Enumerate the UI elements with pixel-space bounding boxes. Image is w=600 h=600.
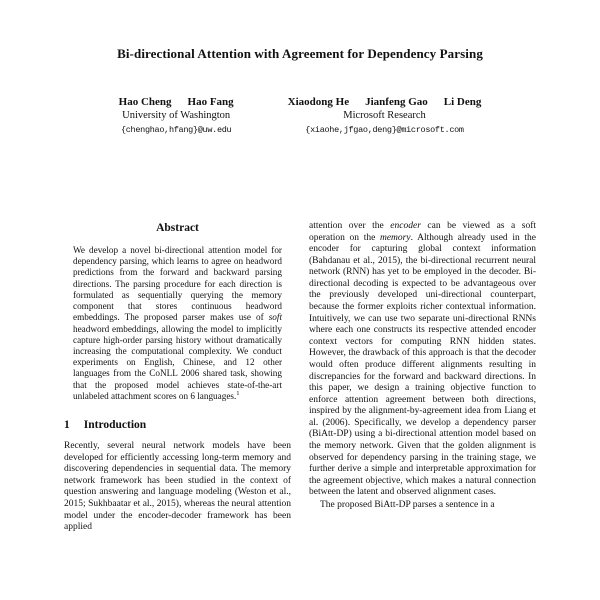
affiliation: Microsoft Research — [343, 110, 426, 121]
right-column — [309, 221, 536, 534]
introduction-paragraph: Recently, several neural network models have been developed for efficiently accessing long-term memory and discovering dependencies in sequential data. The memory network framework has been studied in the context of question answering and language modeling (Weston et al., 2015; Sukhbaatar et al., 2015), whereas the neural attention model under the encoder-decoder framework has been applied — [64, 441, 291, 533]
right-column-paragraph-2: The proposed BiAtt-DP parses a sentence in a — [320, 499, 495, 510]
body-italic-term: memory — [379, 232, 411, 243]
author-name: Jianfeng Gao — [365, 96, 428, 108]
author-group-uw — [119, 96, 234, 135]
abstract-heading: Abstract — [156, 222, 199, 234]
section-number: 1 — [64, 419, 70, 432]
abstract-segment: We develop a novel bi-directional attention model for dependency parsing, which learns to agree on headword predictions from the forward and backward parsing directions. The parsing procedure for each direction is formulated as sequentially querying the memory component that stores continuous headword embeddings. The proposed parser makes use of — [73, 245, 282, 323]
abstract-segment: headword embeddings, allowing the model to implicitly capture high-order parsing history without dramatically increasing the computational complexity. We conduct experiments on English, Chinese, and 12 other languages from the CoNLL 2006 shared task, showing that the proposed model achieves state-of-the-art unlabeled attachment scores on 6 languages. — [73, 323, 282, 401]
author-block — [0, 96, 600, 135]
author-names-uw — [119, 96, 234, 108]
body-segment: attention over the — [309, 221, 391, 231]
abstract-italic-term: soft — [268, 312, 282, 323]
author-names-msr — [288, 96, 482, 108]
author-group-msr — [288, 96, 482, 135]
abstract-text — [64, 245, 291, 402]
affiliation: University of Washington — [122, 110, 231, 121]
body-segment: can be viewed as a soft operation on the — [309, 221, 536, 243]
footnote-marker: 1 — [236, 389, 240, 397]
paper-title: Bi-directional Attention with Agreement for Dependency Parsing — [117, 46, 483, 61]
author-name: Li Deng — [443, 96, 482, 108]
body-segment: . Although already used in the encoder for capturing global context information (Bahdanau et al., 2015), the bi-directional recurrent neural network (RNN) has yet to be employed in the decoder. Bi-directional decoding is expected to be advantageous over the previously developed uni-directional counterpart, because the former exploits richer contextual information. Intuitively, we can use two separate uni-directional RNNs where each one constructs its respective attended encoder context vectors for computing RNN hidden states. However, the drawback of this approach is that the decoder would often produce different alignments resulting in discrepancies for the forward and backward directions. In this paper, we design a training objective function to enforce attention agreement between both directions, inspired by the alignment-by-agreement idea from Liang et al. (2006). Specifically, we develop a dependency parser (BiAtt-DP) using a bi-directional attention model based on the memory network. Given that the golden alignment is observed for dependency parsing in the training stage, we further derive a simple and interpretable approximation for the agreement objective, which makes a natural connection between the latent and observed alignment cases. — [309, 232, 536, 498]
author-name: Hao Cheng — [118, 96, 172, 108]
section-title: Introduction — [83, 419, 147, 432]
author-name: Hao Fang — [187, 96, 234, 108]
left-column — [64, 221, 291, 534]
two-column-body — [0, 221, 600, 534]
right-column-paragraph-1 — [309, 221, 536, 499]
email-address: {xiaohe,jfgao,deng}@microsoft.com — [305, 125, 464, 135]
author-name: Xiaodong He — [287, 96, 350, 108]
body-italic-term: encoder — [390, 221, 421, 231]
section-heading-introduction — [64, 418, 291, 432]
email-address: {chenghao,hfang}@uw.edu — [120, 125, 232, 135]
